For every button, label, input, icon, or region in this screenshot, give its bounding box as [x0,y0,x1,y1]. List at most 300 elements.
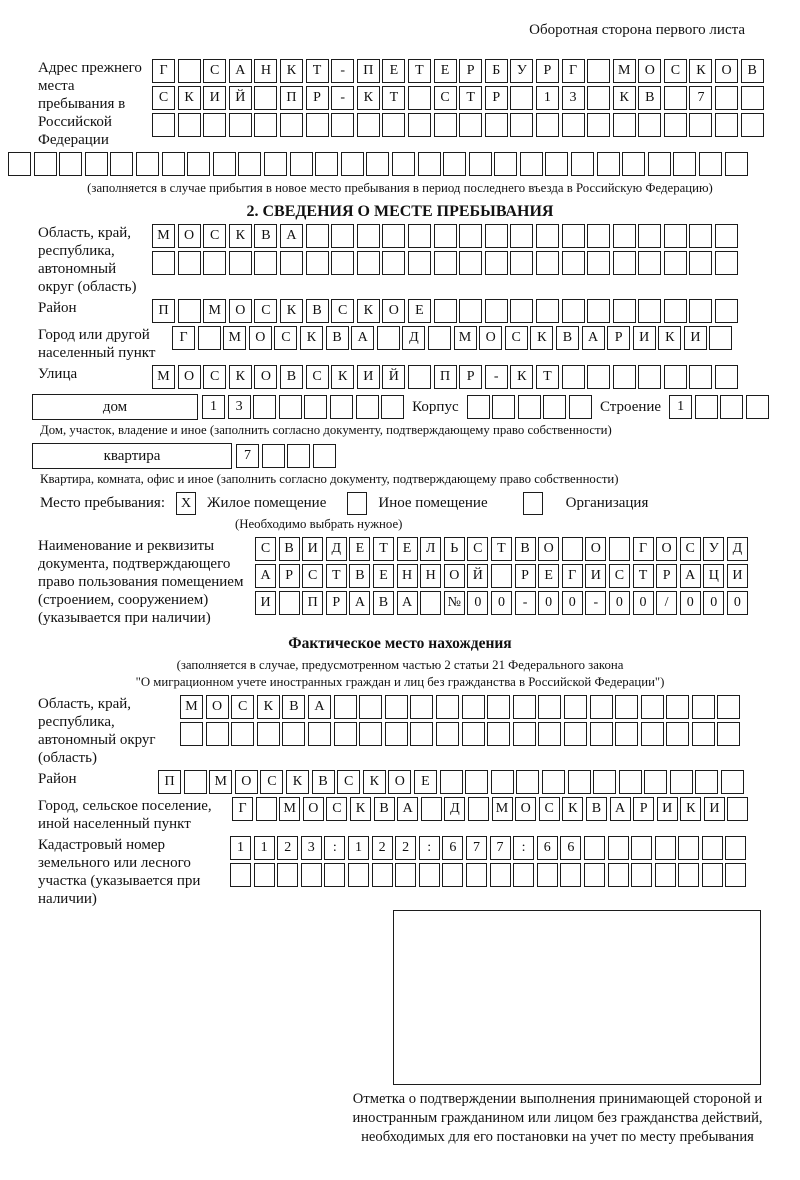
form-cell [673,152,696,176]
form-cell [609,537,630,561]
form-cell [494,152,517,176]
document-field [0,537,800,627]
form-cell [715,299,738,323]
form-cell: Е [349,537,370,561]
form-cell: А [255,564,276,588]
form-cell [203,251,226,275]
form-cell: С [680,537,701,561]
document-row-3 [255,591,748,615]
form-cell: Т [382,86,405,110]
form-cell [562,299,585,323]
mesto-row [40,492,800,515]
form-cell: В [279,537,300,561]
form-cell: С [505,326,528,350]
form-cell [537,863,558,887]
form-cell [513,863,534,887]
form-cell: Р [536,59,559,83]
form-cell [381,395,404,419]
s2-gorod-label: Город или другой населенный пункт [38,327,156,361]
form-cell: О [515,797,536,821]
form-cell [709,326,732,350]
form-cell: № [444,591,465,615]
form-cell: М [203,299,226,323]
kadastr-row-2 [230,863,746,887]
form-cell: Ь [444,537,465,561]
form-cell [254,251,277,275]
form-cell: 3 [228,395,251,419]
form-cell: А [280,224,303,248]
form-cell [721,770,744,794]
form-cell: И [704,797,725,821]
form-cell [485,224,508,248]
fact-raion-label: Район [38,771,77,787]
form-cell [587,86,610,110]
form-cell [638,251,661,275]
form-cell: К [357,299,380,323]
form-cell: - [331,86,354,110]
form-cell: А [349,591,370,615]
form-cell [306,251,329,275]
form-cell: А [582,326,605,350]
inoe-label: Иное помещение [378,495,488,511]
form-cell: С [302,564,323,588]
form-cell [382,224,405,248]
form-cell: С [306,365,329,389]
fact-gorod-field [0,797,800,833]
form-cell [715,251,738,275]
form-cell: С [254,299,277,323]
form-cell [568,770,591,794]
form-cell: О [249,326,272,350]
zhiloe-label: Жилое помещение [207,495,327,511]
form-cell: К [286,770,309,794]
form-cell [615,722,638,746]
form-cell: В [312,770,335,794]
form-cell: Н [397,564,418,588]
form-cell [638,224,661,248]
form-cell: 0 [680,591,701,615]
form-cell [725,836,746,860]
form-cell: Р [279,564,300,588]
s2-oblast-row-2 [152,251,738,275]
form-cell: О [715,59,738,83]
form-cell [85,152,108,176]
form-cell: 2 [372,836,393,860]
form-cell: К [613,86,636,110]
form-cell [564,695,587,719]
form-cell: 0 [633,591,654,615]
form-cell [262,444,285,468]
form-cell [536,251,559,275]
dom-row [32,394,800,420]
form-cell [178,59,201,83]
form-cell: 0 [538,591,559,615]
form-cell: Д [727,537,748,561]
form-cell: О [382,299,405,323]
form-cell [304,395,327,419]
form-cell [587,251,610,275]
form-cell [213,152,236,176]
form-cell: С [331,299,354,323]
form-cell [315,152,338,176]
form-cell: И [203,86,226,110]
prev-address-row-2 [152,86,764,110]
form-cell [510,86,533,110]
form-cell [290,152,313,176]
form-cell [491,770,514,794]
form-cell [689,365,712,389]
form-cell: Д [326,537,347,561]
form-cell [715,113,738,137]
form-cell: В [373,591,394,615]
form-cell [359,695,382,719]
form-cell: 1 [669,395,692,419]
prev-address-field [0,59,800,149]
form-cell [746,395,769,419]
form-cell [510,224,533,248]
form-cell [282,722,305,746]
form-cell [664,365,687,389]
form-cell [536,113,559,137]
form-cell [287,444,310,468]
form-cell [410,695,433,719]
form-cell: 2 [277,836,298,860]
form-cell [408,224,431,248]
form-cell: 6 [442,836,463,860]
form-cell: Е [414,770,437,794]
form-cell: Т [373,537,394,561]
fact-gorod-label: Город, сельское поселение, иной населенный пункт [38,798,212,832]
form-cell [306,113,329,137]
form-cell: 6 [560,836,581,860]
form-cell [664,299,687,323]
form-cell [513,695,536,719]
kadastr-label: Кадастровый номер земельного или лесного участка (указывается при наличии) [38,837,201,907]
form-cell [584,836,605,860]
form-cell [280,251,303,275]
kadastr-field [0,836,800,908]
zhiloe-checkbox: X [176,492,196,515]
form-cell [428,326,451,350]
form-cell: Т [326,564,347,588]
form-cell: С [274,326,297,350]
form-cell: О [229,299,252,323]
form-cell: 0 [467,591,488,615]
form-cell [331,224,354,248]
form-cell [410,722,433,746]
form-cell: / [656,591,677,615]
form-cell [689,251,712,275]
form-cell: Г [562,564,583,588]
form-cell [490,863,511,887]
form-cell [608,863,629,887]
form-cell [330,395,353,419]
form-cell [727,797,748,821]
form-cell [715,86,738,110]
form-cell [331,113,354,137]
form-cell [206,722,229,746]
form-cell [545,152,568,176]
form-cell: О [303,797,324,821]
form-cell: О [444,564,465,588]
form-cell [655,836,676,860]
form-cell: О [538,537,559,561]
form-cell: Г [562,59,585,83]
form-cell [725,152,748,176]
s2-raion-row [152,299,738,323]
form-cell [306,224,329,248]
form-cell [279,591,300,615]
form-cell: К [357,86,380,110]
form-cell [491,564,512,588]
form-cell: Б [485,59,508,83]
form-cell [203,113,226,137]
form-cell [597,152,620,176]
form-cell [408,365,431,389]
form-cell [254,863,275,887]
form-cell [631,836,652,860]
form-cell: М [209,770,232,794]
form-cell [536,299,559,323]
form-cell: 7 [236,444,259,468]
form-cell [34,152,57,176]
kvartira-caption: Квартира, комната, офис и иное (заполнить согласно документу, подтверждающему право собственности) [40,472,619,486]
form-cell [715,224,738,248]
form-cell [253,395,276,419]
form-cell: С [609,564,630,588]
form-cell [462,722,485,746]
stroenie-label: Строение [599,398,662,415]
form-cell [587,113,610,137]
form-cell [254,86,277,110]
form-cell: М [492,797,513,821]
form-cell [382,113,405,137]
form-cell: Г [232,797,253,821]
form-cell: Г [152,59,175,83]
prev-address-row-4 [8,152,800,176]
form-cell [666,695,689,719]
form-cell [110,152,133,176]
form-cell [465,770,488,794]
form-cell: К [510,365,533,389]
stroenie-cells [669,395,769,419]
form-cell [229,113,252,137]
form-cell [485,299,508,323]
form-cell: А [229,59,252,83]
form-cell [741,113,764,137]
form-cell: К [280,299,303,323]
form-cell: О [235,770,258,794]
form-cell [442,863,463,887]
form-cell [467,395,490,419]
form-cell: Р [326,591,347,615]
form-cell: Е [397,537,418,561]
form-cell [334,695,357,719]
form-cell [725,863,746,887]
form-cell [695,395,718,419]
form-cell: К [257,695,280,719]
form-cell: : [324,836,345,860]
form-cell [587,299,610,323]
form-cell: К [178,86,201,110]
form-cell: И [357,365,380,389]
section2-title: 2. СВЕДЕНИЯ О МЕСТЕ ПРЕБЫВАНИЯ [246,203,554,220]
form-cell [487,722,510,746]
form-cell [560,863,581,887]
form-cell [613,113,636,137]
form-cell [717,695,740,719]
form-cell: П [434,365,457,389]
form-cell [590,695,613,719]
form-cell: П [302,591,323,615]
form-cell: 1 [536,86,559,110]
form-cell [187,152,210,176]
form-cell: О [178,365,201,389]
form-cell: В [515,537,536,561]
fact-gorod-row [232,797,748,821]
form-cell [666,722,689,746]
fact-caption-1: (заполняется в случае, предусмотренном частью 2 статьи 21 Федерального закона [176,658,624,672]
form-cell: Р [485,86,508,110]
form-cell [664,224,687,248]
form-cell: М [180,695,203,719]
form-cell [692,722,715,746]
form-cell [184,770,207,794]
form-cell: В [282,695,305,719]
form-cell [699,152,722,176]
form-cell: Т [536,365,559,389]
form-cell [664,251,687,275]
form-cell [257,722,280,746]
form-cell [613,365,636,389]
form-cell: Р [459,59,482,83]
prev-address-caption: (заполняется в случае прибытия в новое место пребывания в период последнего въезда в Российскую Федерацию) [87,181,713,195]
form-cell [136,152,159,176]
form-cell [689,224,712,248]
fact-raion-field [0,770,800,794]
form-cell: К [658,326,681,350]
form-cell [715,365,738,389]
form-cell [741,86,764,110]
form-cell [356,395,379,419]
form-cell [462,695,485,719]
form-cell [359,722,382,746]
mesto-label: Место пребывания: [40,495,165,511]
form-cell: 1 [202,395,225,419]
form-cell [569,395,592,419]
form-cell: А [610,797,631,821]
form-cell: С [434,86,457,110]
form-cell [587,224,610,248]
form-cell: К [689,59,712,83]
form-cell: 3 [301,836,322,860]
form-cell: Л [420,537,441,561]
form-cell [538,695,561,719]
form-cell: Ц [703,564,724,588]
form-cell [670,770,693,794]
form-cell [162,152,185,176]
form-cell: С [467,537,488,561]
form-cell: С [203,59,226,83]
form-cell: А [308,695,331,719]
form-cell: Й [229,86,252,110]
form-cell: Р [656,564,677,588]
form-cell [420,591,441,615]
form-cell: П [357,59,380,83]
form-cell: В [586,797,607,821]
fact-caption-2: "О миграционном учете иностранных граждан и лиц без гражданства в Российской Федерации") [135,675,665,689]
form-cell [348,863,369,887]
form-cell [520,152,543,176]
form-cell [702,863,723,887]
form-cell [717,722,740,746]
fact-raion-row [158,770,744,794]
form-cell: 0 [562,591,583,615]
form-cell [562,365,585,389]
form-cell [334,722,357,746]
form-cell [280,113,303,137]
form-cell [385,722,408,746]
form-cell [434,113,457,137]
form-cell: С [203,224,226,248]
form-cell [357,251,380,275]
s2-raion-label: Район [38,300,77,316]
mesto-hint: (Необходимо выбрать нужное) [235,517,403,531]
form-cell: Т [491,537,512,561]
form-cell: К [363,770,386,794]
form-cell [641,695,664,719]
form-cell: Й [467,564,488,588]
form-cell: М [279,797,300,821]
form-cell: 1 [348,836,369,860]
form-cell [485,251,508,275]
form-cell: В [306,299,329,323]
korpus-label: Корпус [412,398,459,415]
form-cell: Д [444,797,465,821]
fact-title: Фактическое место нахождения [288,635,512,652]
form-cell [689,113,712,137]
form-cell: В [349,564,370,588]
form-cell [584,863,605,887]
form-cell: П [152,299,175,323]
form-cell: - [515,591,536,615]
form-cell [254,113,277,137]
form-cell [178,251,201,275]
s2-oblast-label: Область, край, республика, автономный округ (область) [38,225,137,295]
form-cell: 1 [254,836,275,860]
form-cell [408,113,431,137]
s2-oblast-field [0,224,800,296]
form-cell: - [585,591,606,615]
fact-oblast-row-1 [180,695,740,719]
form-cell [443,152,466,176]
form-cell: К [229,365,252,389]
form-cell: : [513,836,534,860]
stamp-caption: Отметка о подтверждении выполнения принимающей стороной и иностранным гражданином или лицом без гражданства действий, необходимых для его постановки на учет по месту пребывания [352,1091,763,1145]
form-cell: С [326,797,347,821]
form-cell [308,722,331,746]
form-cell: У [510,59,533,83]
form-cell [440,770,463,794]
form-cell [256,797,277,821]
form-cell: Н [254,59,277,83]
form-cell: 7 [490,836,511,860]
form-cell [692,695,715,719]
form-cell: С [337,770,360,794]
form-cell [562,224,585,248]
document-row-1 [255,537,748,561]
form-cell: Е [538,564,559,588]
